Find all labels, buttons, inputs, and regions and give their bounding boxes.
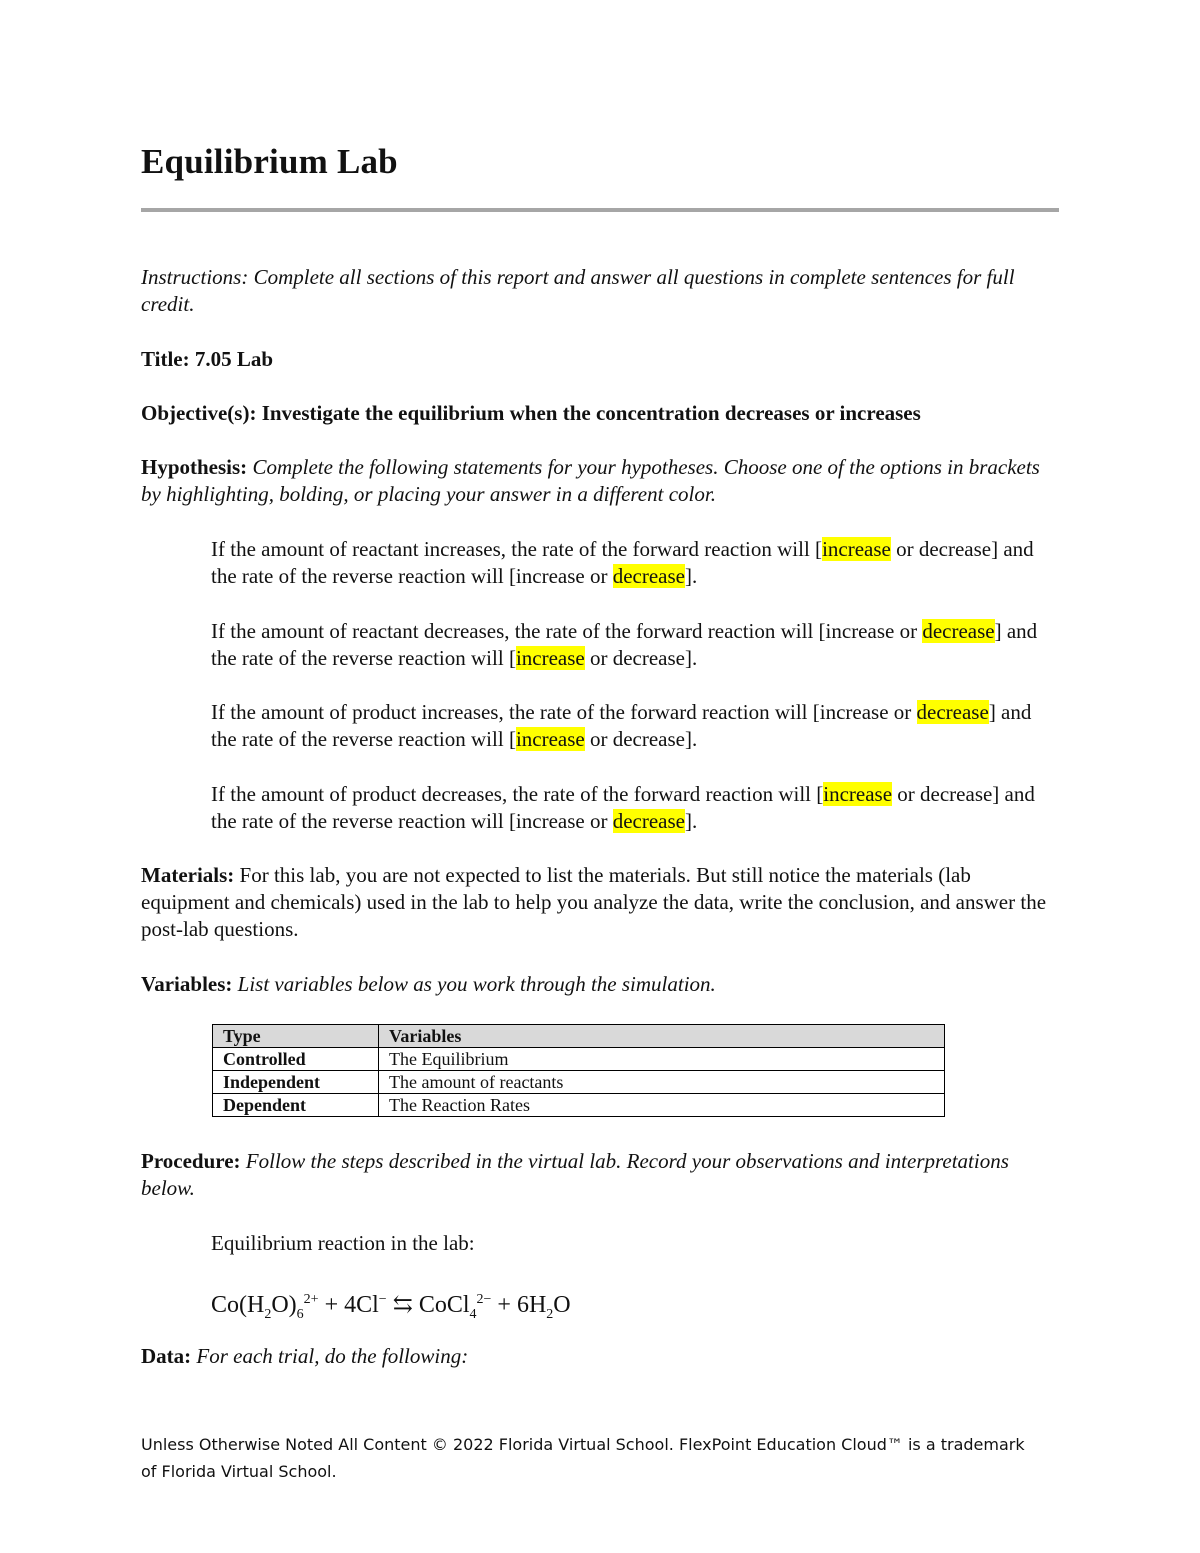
table-header-variables: Variables xyxy=(379,1025,945,1048)
highlighted-answer: increase xyxy=(823,782,893,806)
hypothesis-statement xyxy=(211,618,1061,672)
objective-value: Investigate the equilibrium when the concentration decreases or increases xyxy=(256,401,921,425)
highlighted-answer: increase xyxy=(822,537,891,561)
materials-text: For this lab, you are not expected to list the materials. But still notice the materials (lab equipment and chemicals) used in the lab to help you analyze the data, write the conclusion, and answer the post-lab questions. xyxy=(141,863,1047,941)
table-cell-variable: The Reaction Rates xyxy=(379,1094,945,1117)
lab-title-value: 7.05 Lab xyxy=(189,347,274,371)
instructions: Instructions: Complete all sections of this report and answer all questions in complete sentences for full credit. xyxy=(141,265,1015,316)
title-divider xyxy=(141,208,1059,212)
hypothesis-line xyxy=(141,454,1061,508)
eq-charge: − xyxy=(378,1292,387,1307)
procedure-section xyxy=(141,1148,1061,1202)
eq-part: O xyxy=(553,1292,571,1318)
variables-label: Variables: xyxy=(141,972,233,996)
eq-part: Co(H xyxy=(211,1292,265,1318)
lab-title-label: Title: xyxy=(141,347,190,371)
highlighted-answer: increase xyxy=(515,646,585,670)
highlighted-answer: decrease xyxy=(612,809,685,833)
data-line xyxy=(141,1343,1061,1370)
statement-text: or decrease] and the rate of the reverse reaction will [increase or xyxy=(211,782,1035,833)
table-header-type: Type xyxy=(213,1025,379,1048)
hypothesis-label: Hypothesis: xyxy=(141,455,248,479)
hypothesis-statement xyxy=(211,781,1061,835)
statement-text: If the amount of reactant increases, the rate of the forward reaction will [ xyxy=(211,537,823,561)
statement-text: ]. xyxy=(685,809,698,833)
eq-charge: 2− xyxy=(476,1292,492,1307)
hypothesis-statement xyxy=(211,699,1061,753)
table-row xyxy=(213,1094,945,1117)
eq-subscript: 4 xyxy=(469,1306,477,1322)
equilibrium-arrow-icon: ⇆ xyxy=(386,1292,419,1318)
table-cell-variable: The amount of reactants xyxy=(379,1071,945,1094)
eq-subscript: 2 xyxy=(546,1306,554,1322)
eq-subscript: 2 xyxy=(264,1306,272,1322)
lab-title-line xyxy=(141,346,1061,373)
table-cell-variable: The Equilibrium xyxy=(379,1048,945,1071)
objective-line xyxy=(141,400,1061,427)
statement-text: ] and the rate of the reverse reaction will [ xyxy=(211,700,1032,751)
variables-table xyxy=(212,1024,945,1117)
footer-copyright: Unless Otherwise Noted All Content © 2022 Florida Virtual School. FlexPoint Education Cloud™ is a trademark of Florida Virtual School. xyxy=(141,1435,1025,1481)
eq-part: + 4Cl xyxy=(318,1292,379,1318)
statement-text: If the amount of reactant decreases, the rate of the forward reaction will [increase or xyxy=(211,619,923,643)
statement-text: ] and the rate of the reverse reaction will [ xyxy=(211,619,1038,670)
table-header-row xyxy=(213,1025,945,1048)
variables-line xyxy=(141,971,1061,998)
statement-text: or decrease]. xyxy=(584,727,698,751)
table-cell-type: Controlled xyxy=(213,1048,379,1071)
highlighted-answer: decrease xyxy=(612,564,685,588)
hypothesis-intro: Complete the following statements for your hypotheses. Choose one of the options in brackets by highlighting, bolding, or placing your answer in a different color. xyxy=(141,455,1040,506)
table-cell-type: Dependent xyxy=(213,1094,379,1117)
equilibrium-equation xyxy=(211,1285,571,1330)
highlighted-answer: decrease xyxy=(922,619,995,643)
eq-part: CoCl xyxy=(418,1292,470,1318)
procedure-label: Procedure: xyxy=(141,1149,241,1173)
data-text: For each trial, do the following: xyxy=(191,1344,469,1368)
statement-text: or decrease] and the rate of the reverse reaction will [increase or xyxy=(211,537,1034,588)
statement-text: If the amount of product increases, the rate of the forward reaction will [increase or xyxy=(211,700,917,724)
reaction-label: Equilibrium reaction in the lab: xyxy=(211,1231,475,1255)
highlighted-answer: decrease xyxy=(916,700,989,724)
statement-text: If the amount of product decreases, the rate of the forward reaction will [ xyxy=(211,782,824,806)
table-row xyxy=(213,1071,945,1094)
objective-label: Objective(s): xyxy=(141,401,257,425)
table-cell-type: Independent xyxy=(213,1071,379,1094)
variables-text: List variables below as you work through the simulation. xyxy=(232,972,716,996)
statement-text: ]. xyxy=(685,564,698,588)
materials-label: Materials: xyxy=(141,863,235,887)
data-label: Data: xyxy=(141,1344,192,1368)
page-title: Equilibrium Lab xyxy=(141,142,398,181)
hypothesis-statement xyxy=(211,536,1061,590)
eq-part: + 6H xyxy=(491,1292,547,1318)
eq-charge: 2+ xyxy=(303,1292,319,1307)
materials-section xyxy=(141,862,1061,943)
table-row xyxy=(213,1048,945,1071)
procedure-text: Follow the steps described in the virtual lab. Record your observations and interpretations below. xyxy=(141,1149,1009,1200)
eq-subscript: 6 xyxy=(296,1306,304,1322)
highlighted-answer: increase xyxy=(515,727,585,751)
statement-text: or decrease]. xyxy=(584,646,698,670)
eq-part: O) xyxy=(271,1292,297,1318)
